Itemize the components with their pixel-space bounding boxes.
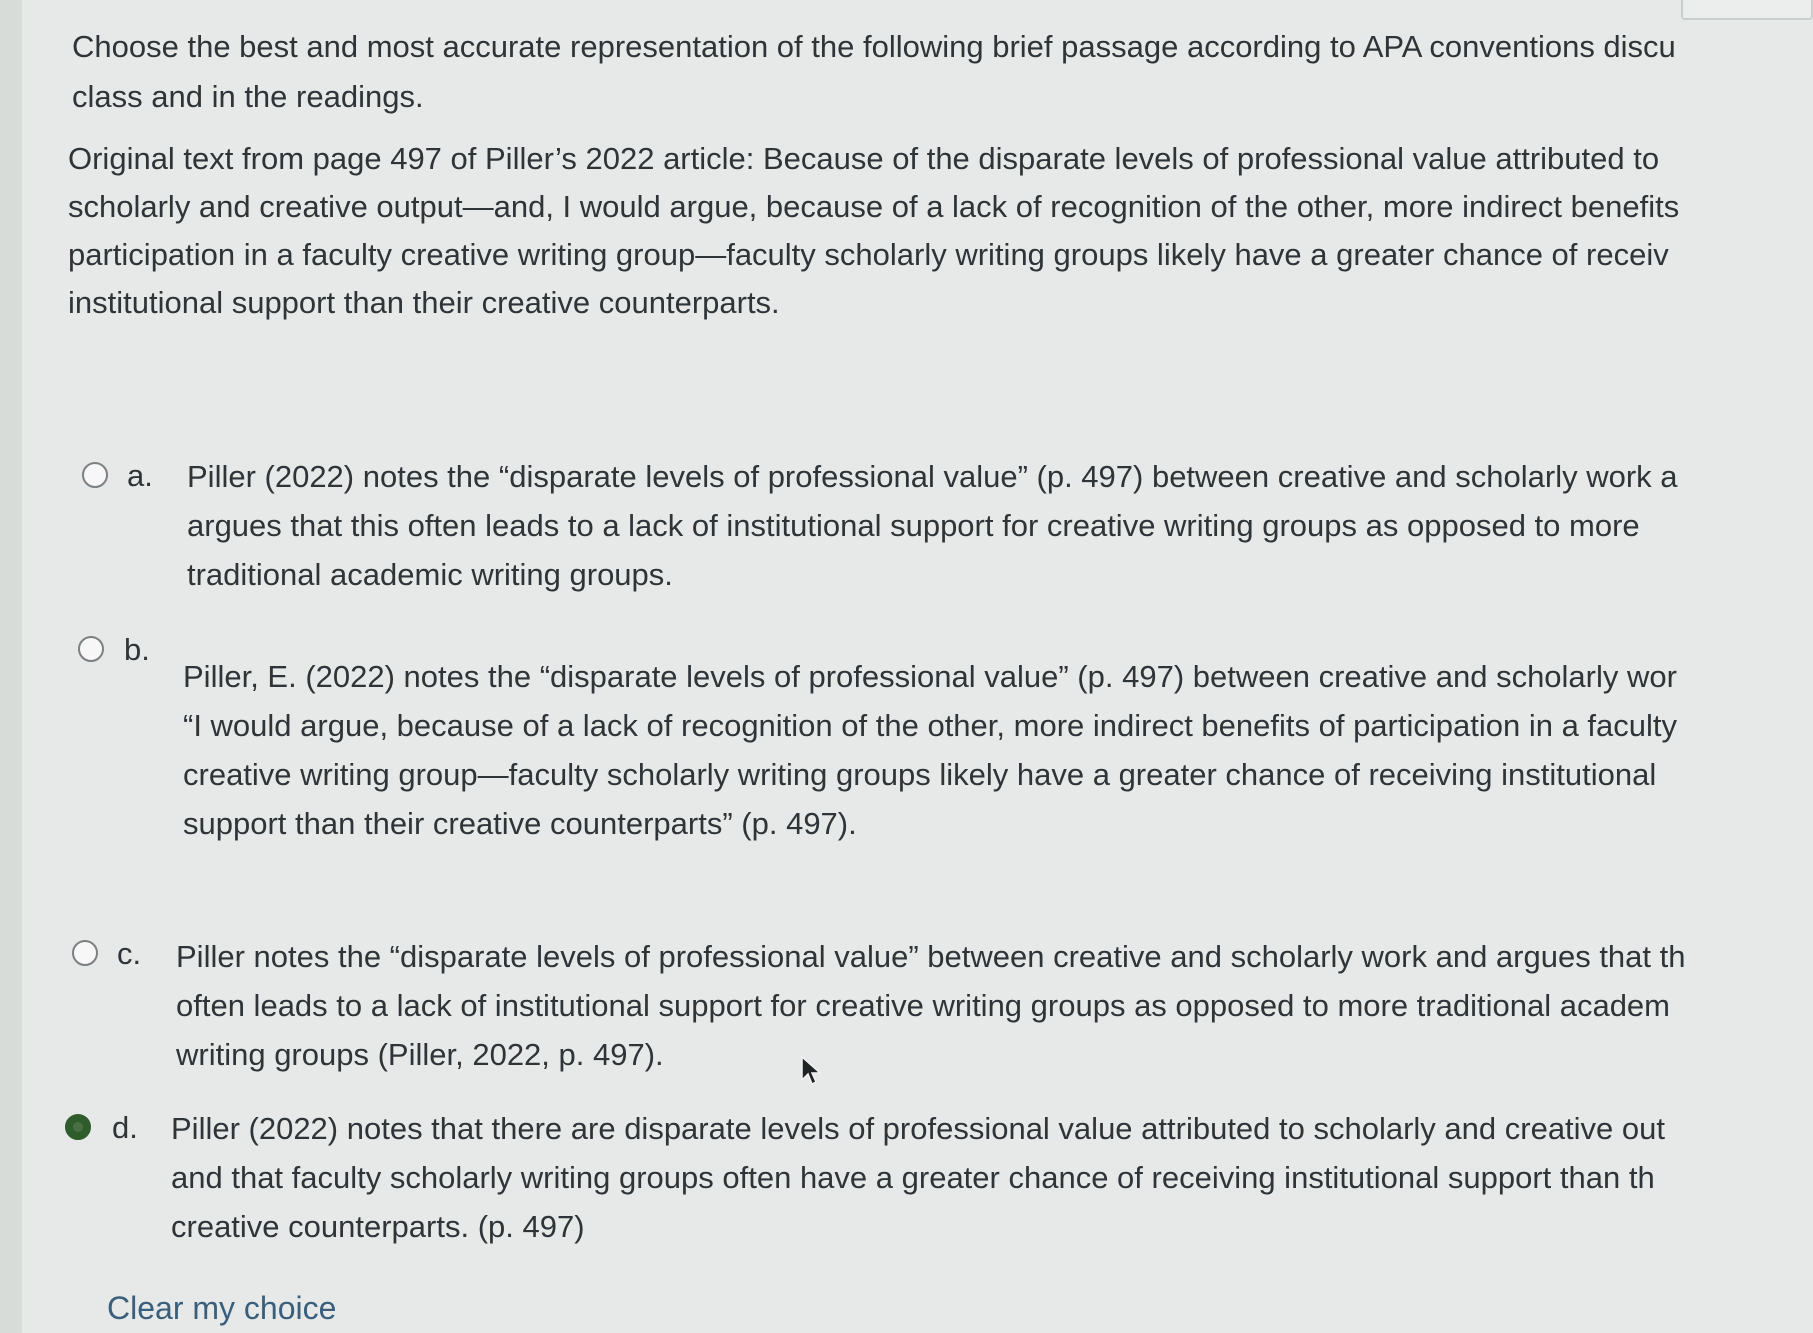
answer-option-a[interactable]	[0, 450, 1813, 610]
radio-button-d-selected[interactable]	[65, 1114, 91, 1140]
original-line: participation in a faculty creative writing group—faculty scholarly writing groups likely have a greater chance of receiv	[68, 237, 1669, 272]
radio-button-a[interactable]	[82, 462, 108, 488]
option-line: Piller notes the “disparate levels of professional value” between creative and scholarly work and argues that th	[176, 939, 1686, 974]
clear-my-choice-link[interactable]: Clear my choice	[107, 1290, 337, 1326]
option-letter-b: b.	[124, 632, 150, 667]
radio-button-c[interactable]	[72, 940, 98, 966]
option-letter-a: a.	[127, 458, 153, 493]
option-text-a[interactable]	[187, 452, 1678, 599]
option-text-b[interactable]	[183, 652, 1677, 848]
option-letter-d: d.	[112, 1110, 138, 1145]
prompt-line: class and in the readings.	[72, 79, 424, 114]
option-line: “I would argue, because of a lack of recognition of the other, more indirect benefits of participation in a faculty	[183, 708, 1678, 743]
option-text-c[interactable]	[176, 932, 1686, 1079]
question-prompt	[72, 22, 1812, 122]
option-line: and that faculty scholarly writing groups often have a greater chance of receiving institutional support than th	[171, 1160, 1655, 1195]
mouse-pointer-icon	[800, 1056, 822, 1086]
original-line: scholarly and creative output—and, I would argue, because of a lack of recognition of the other, more indirect benefits	[68, 189, 1680, 224]
option-line: traditional academic writing groups.	[187, 557, 673, 592]
answer-option-b[interactable]	[0, 630, 1813, 840]
answer-option-c[interactable]	[0, 936, 1813, 1100]
option-line: support than their creative counterparts” (p. 497).	[183, 806, 857, 841]
option-line: creative writing group—faculty scholarly writing groups likely have a greater chance of receiving institutional	[183, 757, 1657, 792]
option-line: Piller (2022) notes the “disparate levels of professional value” (p. 497) between creative and scholarly work a	[187, 459, 1678, 494]
option-letter-c: c.	[117, 936, 142, 971]
option-text-d[interactable]	[171, 1104, 1665, 1251]
prompt-line: Choose the best and most accurate representation of the following brief passage according to APA conventions discu	[72, 29, 1676, 64]
option-line: often leads to a lack of institutional support for creative writing groups as opposed to more traditional academ	[176, 988, 1670, 1023]
option-line: Piller, E. (2022) notes the “disparate levels of professional value” (p. 497) between creative and scholarly wor	[183, 659, 1677, 694]
top-right-element[interactable]	[1681, 0, 1813, 20]
option-line: argues that this often leads to a lack of institutional support for creative writing groups as opposed to more	[187, 508, 1640, 543]
option-line: writing groups (Piller, 2022, p. 497).	[176, 1037, 664, 1072]
original-line: institutional support than their creative counterparts.	[68, 285, 780, 320]
answer-option-d[interactable]	[0, 1112, 1813, 1272]
radio-button-b[interactable]	[78, 636, 104, 662]
original-line: Original text from page 497 of Piller’s 2022 article: Because of the disparate levels of professional value attributed to	[68, 141, 1660, 176]
option-line: Piller (2022) notes that there are disparate levels of professional value attributed to scholarly and creative out	[171, 1111, 1666, 1146]
option-line: creative counterparts. (p. 497)	[171, 1209, 585, 1244]
original-passage	[68, 135, 1813, 327]
